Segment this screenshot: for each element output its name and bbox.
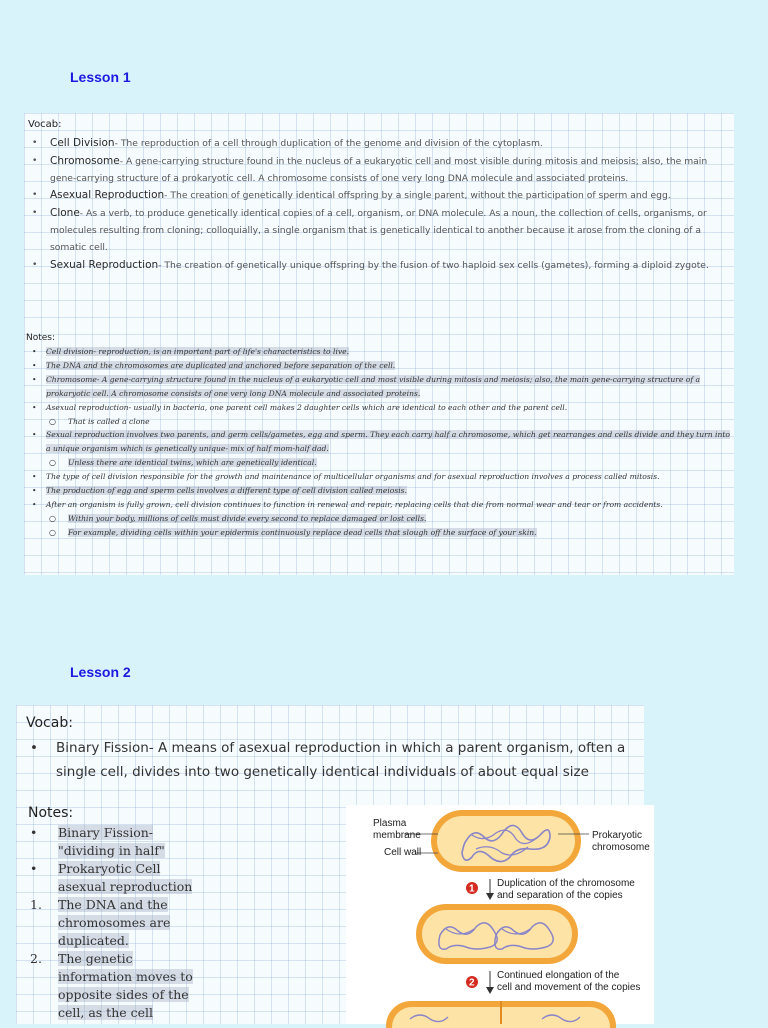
note-subitem: ○ For example, dividing cells within your epidermis continuously replace dead cells that slough off the surface of your skin. xyxy=(24,526,730,540)
note-item: • Asexual reproduction- usually in bacteria, one parent cell makes 2 daughter cells which are identical to each other and the parent cell. xyxy=(24,401,730,415)
note-item: • Cell division- reproduction, is an important part of life's characteristics to live. xyxy=(24,345,730,359)
note-subitem: ○ Unless there are identical twins, which are genetically identical. xyxy=(24,456,730,470)
step-1-caption-1: Duplication of the chromosome xyxy=(497,878,635,889)
notes-list xyxy=(24,345,730,540)
vocab-list xyxy=(16,736,636,784)
cell-wall-label: Cell wall xyxy=(384,847,422,858)
vocab-definition: - As a verb, to produce genetically identical copies of a cell, organism, or DNA molecule. As a noun, the collection of cells, organisms, or molecules resulting from cloning; colloquially, a single organism that is genetically identical to another because it arose from the cloning of a somatic cell. xyxy=(50,208,707,253)
vocab-term: Cell Division xyxy=(50,137,115,149)
binary-fission-diagram xyxy=(346,805,654,1024)
lesson-2-panel xyxy=(16,705,650,1024)
svg-text:1: 1 xyxy=(469,883,475,895)
vocab-item xyxy=(16,736,636,784)
note-subitem: ○ That is called a clone xyxy=(24,415,730,429)
chromosome-label-1: Prokaryotic xyxy=(592,830,643,841)
lesson-1-panel xyxy=(24,113,734,575)
cell-stage-1 xyxy=(431,810,581,872)
note-item: • The production of egg and sperm cells involves a different type of cell division called meiosis. xyxy=(24,484,730,498)
note-item: • Sexual reproduction involves two parents, and germ cells/gametes, egg and sperm. They each carry half a chromosome, which get rearranges and cells divide and they turn into a unique organism which is genetically unique- mix of half mom-half dad. xyxy=(24,428,730,456)
note-item: • After an organism is fully grown, cell division continues to function in renewal and repair, replacing cells that die from normal wear and tear or from accidents. xyxy=(24,498,730,512)
vocab-item xyxy=(24,153,729,188)
vocab-list xyxy=(24,135,729,274)
lesson-1-title: Lesson 1 xyxy=(70,69,131,85)
plasma-label: Plasma xyxy=(373,818,407,829)
step-2-caption-1: Continued elongation of the xyxy=(497,970,620,981)
cell-stage-3 xyxy=(386,1001,616,1028)
vocab-heading: Vocab: xyxy=(26,715,73,731)
vocab-item xyxy=(24,187,729,205)
vocab-definition: - The creation of genetically identical offspring by a single parent, without the participation of sperm and egg. xyxy=(164,190,671,202)
svg-text:2: 2 xyxy=(469,977,475,989)
vocab-item xyxy=(24,135,729,153)
vocab-item xyxy=(24,205,729,256)
vocab-definition: - The reproduction of a cell through duplication of the genome and division of the cytoplasm. xyxy=(114,138,543,149)
chromosome-label-2: chromosome xyxy=(592,842,650,853)
vocab-definition: - A means of asexual reproduction in which a parent organism, often a single cell, divides into two genetically identical individuals of about equal size xyxy=(56,740,626,780)
vocab-term: Binary Fission xyxy=(56,740,149,756)
vocab-definition: - The creation of genetically unique offspring by the fusion of two haploid sex cells (gametes), forming a diploid zygote. xyxy=(158,259,709,271)
note-item: • The DNA and the chromosomes are duplicated and anchored before separation of the cell. xyxy=(24,359,730,373)
note-item: • The type of cell division responsible for the growth and maintenance of multicellular organisms and for asexual reproduction involves a process called mitosis. xyxy=(24,470,730,484)
step-2-caption-2: cell and movement of the copies xyxy=(497,982,641,993)
note-subitem: ○ Within your body, millions of cells must divide every second to replace damaged or lost cells. xyxy=(24,512,730,526)
note-item: • Binary Fission- "dividing in half" xyxy=(30,825,165,858)
notes-heading: Notes: xyxy=(26,333,56,343)
vocab-heading: Vocab: xyxy=(28,119,62,130)
vocab-term: Sexual Reproduction xyxy=(50,258,159,271)
notes-heading: Notes: xyxy=(28,805,74,821)
vocab-term: Chromosome xyxy=(50,154,120,167)
vocab-item xyxy=(24,257,729,275)
step-1-caption-2: and separation of the copies xyxy=(497,890,623,901)
cell-stage-2 xyxy=(416,904,578,964)
vocab-term: Clone xyxy=(50,207,80,220)
lesson-2-title: Lesson 2 xyxy=(70,664,131,680)
note-item: • Prokaryotic Cell asexual reproduction xyxy=(30,861,193,894)
membrane-label: membrane xyxy=(373,830,421,841)
vocab-definition: - A gene-carrying structure found in the nucleus of a eukaryotic cell and most visible during mitosis and meiosis; also, the main gene-carrying structure of a prokaryotic cell. A chromosome consists of one very long DNA molecule and associated proteins. xyxy=(50,155,708,184)
note-item: 2. The genetic information moves to opposite sides of the cell, as the cell xyxy=(30,951,193,1020)
note-item: 1. The DNA and the chromosomes are duplicated. xyxy=(30,897,171,948)
note-item: • Chromosome- A gene-carrying structure found in the nucleus of a eukaryotic cell and most visible during mitosis and meiosis; also, the main gene-carrying structure of a prokaryotic cell. A chromosome consists of one very long DNA molecule and associated proteins. xyxy=(24,373,730,401)
notes-list xyxy=(16,824,206,1022)
vocab-term: Asexual Reproduction xyxy=(50,189,165,202)
